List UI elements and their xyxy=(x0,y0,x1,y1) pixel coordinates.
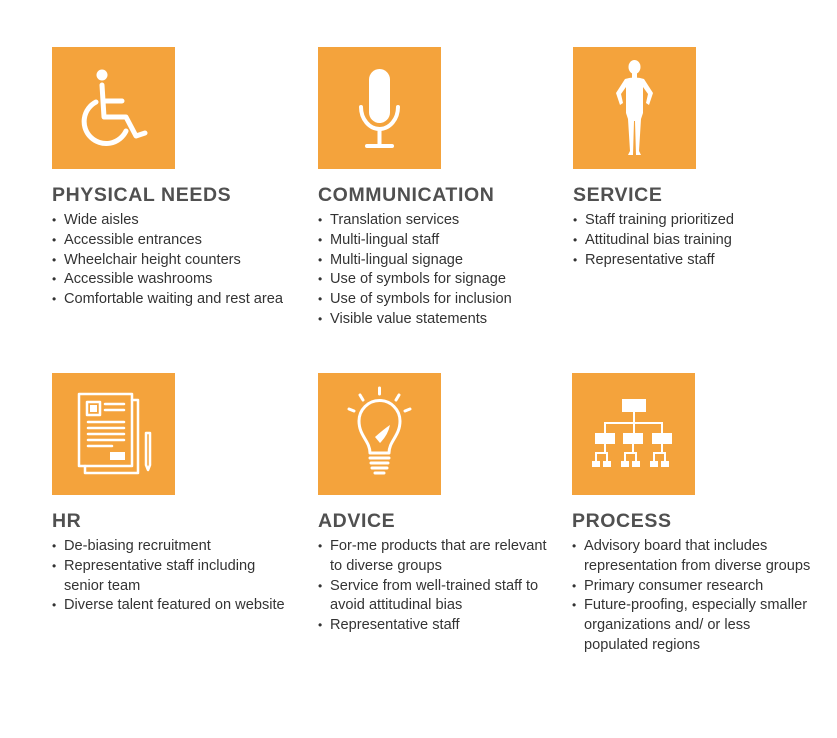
list-item: • Wheelchair height counters xyxy=(52,251,292,271)
card-hr xyxy=(52,373,292,616)
list-item: • Representative staff including senior team xyxy=(52,557,292,597)
card-title: ADVICE xyxy=(318,510,396,532)
card-list xyxy=(52,537,292,616)
card-title: PHYSICAL NEEDS xyxy=(52,184,232,206)
list-item: • For-me products that are relevant to diverse groups xyxy=(318,537,558,577)
card-physical-needs xyxy=(52,47,292,310)
org-chart-icon xyxy=(572,373,695,495)
list-item: • Advisory board that includes representation from diverse groups xyxy=(572,537,812,577)
list-item: • Visible value statements xyxy=(318,310,558,330)
list-item: • Comfortable waiting and rest area xyxy=(52,290,292,310)
list-item: • Multi-lingual signage xyxy=(318,251,558,271)
list-item: • Future-proofing, especially smaller organizations and/ or less populated regions xyxy=(572,596,812,655)
card-title: COMMUNICATION xyxy=(318,184,495,206)
list-item: • Attitudinal bias training xyxy=(573,231,813,251)
list-item: • Accessible washrooms xyxy=(52,270,292,290)
list-item: • Use of symbols for inclusion xyxy=(318,290,558,310)
card-process xyxy=(572,373,812,656)
list-item: • Multi-lingual staff xyxy=(318,231,558,251)
microphone-icon xyxy=(318,47,441,169)
list-item: • Accessible entrances xyxy=(52,231,292,251)
list-item: • Service from well-trained staff to avoid attitudinal bias xyxy=(318,577,558,617)
list-item: • Wide aisles xyxy=(52,211,292,231)
wheelchair-icon xyxy=(52,47,175,169)
list-item: • De-biasing recruitment xyxy=(52,537,292,557)
list-item: • Primary consumer research xyxy=(572,577,812,597)
card-list xyxy=(573,211,813,270)
lightbulb-icon xyxy=(318,373,441,495)
card-list xyxy=(318,537,558,636)
card-list xyxy=(52,211,292,310)
list-item: • Translation services xyxy=(318,211,558,231)
person-icon xyxy=(573,47,696,169)
resume-icon xyxy=(52,373,175,495)
card-communication xyxy=(318,47,558,330)
list-item: • Diverse talent featured on website xyxy=(52,596,292,616)
card-service xyxy=(573,47,813,270)
card-title: HR xyxy=(52,510,82,532)
card-list xyxy=(572,537,812,656)
card-list xyxy=(318,211,558,330)
list-item: • Representative staff xyxy=(573,251,813,271)
list-item: • Staff training prioritized xyxy=(573,211,813,231)
list-item: • Representative staff xyxy=(318,616,558,636)
card-advice xyxy=(318,373,558,636)
card-title: PROCESS xyxy=(572,510,672,532)
card-title: SERVICE xyxy=(573,184,663,206)
list-item: • Use of symbols for signage xyxy=(318,270,558,290)
